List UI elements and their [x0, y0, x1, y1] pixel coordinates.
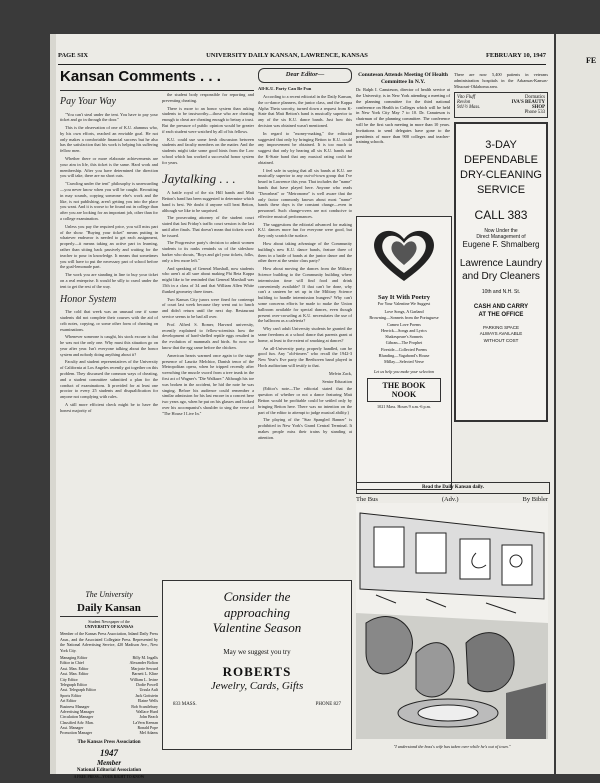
ad-phone: PHONE 827: [315, 701, 341, 707]
paragraph: Whether there or more elaborate achievements are your aim in life, this ticket is the same. Hard work and membership. After you have determined the direction you will take, there are no short cuts.: [60, 156, 158, 179]
cartoon-adv: (Adv.): [441, 496, 459, 503]
paragraph: Whenever someone is caught, his stock excuse is that he was not the only one. Why must this situation go on year after year. Isn't everyone talking about the honor system and nobody doing anything about it?: [60, 334, 158, 357]
kpa-member: Member: [96, 758, 122, 767]
dc-line-1: 3-DAY: [485, 139, 517, 152]
cartoon-header: [356, 496, 548, 503]
poetry-heading: Say It With Poetry: [378, 294, 430, 301]
paragraph: There is more to an honor system than asking students to be trustworthy—those who are cheating enough to cheat are cheating enough to betray a trust. But the pressure of public opinion would be greater if each student were watched by all of his fellows.: [162, 105, 254, 134]
the-university-label: The University: [85, 590, 133, 599]
staff-person: Barnett L. Kline: [131, 671, 158, 677]
the-bus-cartoon: [356, 496, 548, 752]
poetry-item: Love Songs, A Garland: [384, 309, 424, 314]
poetry-item: Fireside—Collected Poems: [381, 346, 427, 352]
poetry-item: Browning—Sonnets from the Portuguese: [369, 315, 439, 321]
dc-line-4: SERVICE: [476, 183, 526, 196]
dear-editor-heading: Dear Editor—: [258, 68, 352, 83]
issue-date: FEBRUARY 10, 1947: [485, 52, 546, 59]
paragraph: A still more efficient check might be to have the honest majority of: [60, 402, 158, 413]
poetry-item: Herrick—Songs and Lyrics: [381, 327, 427, 333]
poetry-sub: For Your Valentine We Suggest: [377, 301, 431, 306]
ad-line-2: approaching: [224, 604, 290, 620]
paragraph: The suggestions the editorial advanced for making K.U. dances more fun for everyone were good, but they only scratch the surface.: [258, 221, 352, 239]
staff-role: Promotion Manager: [60, 730, 93, 736]
staff-person: Wallace Hurd: [136, 708, 158, 714]
poetry-list: [357, 309, 451, 366]
nea-label: National Editorial Association: [76, 768, 142, 774]
dc-park-3: WITHOUT COST: [483, 337, 519, 343]
staff-person: Marjorie Seward: [131, 665, 158, 671]
paragraph: The playing of the "Star Spangled Banner" is prohibited in New York's Grand Central Terminal. It makes people miss their trains by standing at attention.: [258, 417, 352, 440]
paragraph: Prof. Alfred S. Romer, Harvard university, recently explained to fellow-scientists how the development of hard-shelled reptile eggs resulted in the evolution of mammals and birds. So now we know that the egg came before the chicken.: [162, 321, 254, 351]
daily-kansan-masthead-box: [60, 590, 158, 779]
dc-parking: [456, 325, 546, 344]
dc-company-1: Lawrence Laundry: [459, 257, 543, 269]
staff-person: Ronald Pope: [137, 725, 158, 731]
vito-name: Vito Fluff: [457, 95, 476, 101]
read-daily-note: Read the Daily Kansan daily.: [356, 482, 550, 494]
next-page-edge: [556, 34, 600, 774]
cartoon-caption: "I understand the boss's wife has taken over while he's out of town.": [393, 744, 511, 749]
vito-address: 941½ Mass.: [457, 105, 481, 111]
heading-honor-system: Honor System: [60, 293, 117, 305]
staff-role: Asst. Telegraph Editor: [60, 687, 96, 693]
book-nook-ad: [356, 216, 452, 490]
vito-left: [457, 95, 501, 115]
paragraph: "You can't steal under the tent. You have to pay your ticket and go in through the door.": [60, 111, 158, 123]
vito-brand: Revlon: [457, 100, 471, 106]
dc-cash-1: CASH AND CARRY: [473, 303, 529, 310]
ad-footer: [163, 702, 351, 707]
cartoon-artist: By Bibler: [522, 496, 548, 503]
health-meeting-story: [356, 72, 450, 145]
valentine-heart-icon: [357, 225, 451, 290]
binding-edge: [50, 34, 56, 774]
poetry-item: Cameo Love Poems: [387, 321, 421, 327]
paragraph: Unless you pay the required price, you will miss part of the show. "Buying your ticket" means putting in whatever endeavor is needed to get each assignment, properly—it means taking an active part in learning, rather than sitting back passively and waiting for the teacher to pour in knowledge. It means that sometimes you will have to put the necessary part of school before the goal-lemonade part.: [60, 223, 158, 270]
dc-cash: [456, 303, 546, 319]
poetry-item: Blunding—Vagabond's House: [378, 353, 430, 359]
paragraph: American hearts warmed once again to the stage presence of Lauritz Melchior, Danish tenor of the Metropolitan opera, when he tripped recently after wrenching the muscle sword from a tree trunk in the first act of Wagner's "Die Walkure." Although his toe was broken in the accident, he hid the note he was singing. Before his audience could remember a similar admission for his last encore in a concert here two years ago, when he put on his glasses and looked over his accompanist's shoulder to sing the verse of "The House I Live In.": [162, 352, 254, 416]
paragraph: Faculty and student representatives of the University of California at Los Angeles recently got together on this problem. They discussed the common ways of cheating, and a student committee submitted a plan for the conduct of examinations. It provided for at least one proctor to every 25 students and disqualification for anyone not complying with rules.: [60, 359, 158, 400]
press-association-badge: [60, 740, 158, 780]
heading-pay-your-way: Pay Your Way: [60, 96, 116, 107]
staff-role: Circulation Manager: [60, 714, 94, 720]
staff-person: Billy M. Ingalls: [132, 654, 158, 660]
letter-signature-title: Senior Education: [322, 378, 352, 384]
staff-role: Sports Editor: [60, 692, 82, 698]
dc-company: [456, 257, 546, 283]
ad-address: 833 MASS.: [173, 701, 197, 707]
dc-call: CALL 383: [474, 207, 528, 222]
staff-person: William L. Irvine: [130, 676, 158, 682]
dc-manager: Eugene F. Shmalberg: [462, 239, 540, 249]
paragraph: The cold that week was an unusual one if some students did not complete their courses with the aid of crib notes, copying, or some other form of cheating on examinations.: [60, 309, 158, 332]
staff-role: Business Manager: [60, 703, 90, 709]
kpa-label: The Kansas Press Association: [77, 739, 141, 745]
paragraph: the student body responsible for reporting and preventing cheating.: [162, 92, 254, 103]
dc-line-2: DEPENDABLE: [464, 154, 538, 167]
dc-park-2: ALWAYS AVAILABLE: [479, 331, 523, 337]
staff-person: Dodie Powell: [136, 681, 158, 687]
poetry-item: Shakespeare's Sonnets: [385, 334, 423, 340]
staff-person: Jack Gottstein: [135, 692, 158, 698]
book-nook-info: 1021 Mass. Hours 9 a.m.-6 p.m.: [377, 403, 431, 409]
paragraph: The work you are standing in line to buy your ticket on a real enterprise. It would be silly to crawl under the tent to get the rest of the way.: [60, 272, 158, 289]
ad-line-3: Valentine Season: [212, 620, 302, 636]
veterans-note: There are now 5,400 patients in veterans administration hospitals in the Arkansas-Kansas-Missouri-Oklahoma area.: [454, 72, 548, 89]
staff-person: Ursula Ault: [139, 687, 158, 693]
vito-shop-name: IVA'S BEAUTY SHOP: [511, 100, 545, 111]
free-press-slogan: A FREE PRESS—YOUR RIGHT TO KNOW: [73, 774, 145, 779]
dk-sub2: UNIVERSITY OF KANSAS: [84, 624, 134, 630]
story-body: Dr. Ralph I. Canuteson, director of health service at the University, is in New York attending a meeting of the planning committee for the third national conference on Health in Colleges which will be held in New York City May 7 to 10. Dr. Canuteson is chairman of the planning committee. The conference will be the first such meeting in more than 10 years. Invitations to send delegates have gone to the presidents of more than 900 colleges and teacher-training schools.: [356, 87, 450, 145]
staff-role: City Editor: [60, 676, 78, 682]
dc-address: 10th and N.H. St.: [481, 288, 521, 295]
newspaper-page: [50, 34, 554, 779]
poetry-item: Millay—Selected Verse: [384, 359, 424, 365]
poetry-help: Let us help you make your selection: [373, 368, 434, 374]
paragraph: How about moving the dances from the Military Science building to the Community building where intermission time will find food and drink conveniently available? If that can't be done, why can't a canteen be set up in the Military Science building to handle intermission hungers? Why can't some concerns efforts be made to make the Union ballroom available for special dances, even though present over-crowding at K.U. necessitates the use of the ballroom as a cafeteria?: [258, 266, 352, 324]
vito-fluff-ad: [454, 92, 548, 118]
staff-role: Asst. Manager: [60, 725, 84, 731]
dc-mgmt-2: Direct Management of: [476, 233, 526, 240]
ad-tagline: Jewelry, Cards, Gifts: [210, 679, 304, 692]
ad-headline: [163, 589, 351, 636]
staff-row: [60, 730, 158, 735]
editorial-masthead: Kansan Comments . . .: [60, 68, 254, 91]
paragraph: And speaking of General Marshall, now students who aren't at all sure about making Phi Beta Kappa might like to be reminded that General Marshall was 15th in a class of 34 and that William Allen White flunked geometry three times.: [162, 265, 254, 294]
dk-member-note: Member of the Kansas Press Association, Inland Daily Press Assn., and the Associated Collegiate Press. Represented by the National Advertising Service, 420 Madison Ave., New York City.: [60, 631, 158, 653]
staff-person: Elaine Wells: [137, 698, 158, 704]
paragraph: I feel safe in saying that all six bands at K.U. are musically superior to any out-of-town group that I've heard in Lawrence this year. That includes the "name" bands that have played here. Anyone who reads "Downbeat" or "Metronome" is well aware that the only factor commonly known about most "name" bands these days is the constant change—even in personnel. Such change-overs are not conducive to effective musical performances.: [258, 167, 352, 219]
ad-store-name: ROBERTS: [222, 663, 292, 679]
heading-jaytalking: Jaytalking . . .: [162, 170, 236, 186]
cartoon-illustration: [356, 503, 548, 744]
roberts-jewelry-ad: [162, 580, 352, 750]
letters-column: [258, 68, 352, 578]
letter-subhead: All-K.U. Party Can Be Fun: [258, 85, 312, 91]
page-number: PAGE SIX: [58, 52, 89, 59]
paragraph: The Progressive party's decision to admit women students to its ranks reminds us of the sideshow barker who shouts, "Boys and girl your tickets, folks, only a few more left.": [162, 240, 254, 263]
cartoon-title: The Bus: [356, 496, 378, 503]
paragraph: In regard to "money-making," the editorial suggested that only by bringing Betton to K.U. could any improvement be obtained. It is too much to suggest that only by hearing all six K.U. bands and the K-State band that any musical rating could be obtained.: [258, 130, 352, 165]
staff-role: Asst. Man. Editor: [60, 671, 89, 677]
paragraph: K.U. could use some fresh discussion between students and faculty members on the matter. And the students might take some good hints from the Low school which has worked a successful honor system for years.: [162, 136, 254, 165]
staff-person: Mel Adams: [139, 730, 158, 736]
paragraph: Two Kansas City jurors were fined for contempt of court last week because they went out to lunch and didn't return until the next day. Restaurant service seems to be bad all over.: [162, 296, 254, 320]
staff-role: Editor in Chief: [60, 660, 84, 666]
editorial-column-1: [60, 92, 158, 612]
dc-park-1: PARKING SPACE: [482, 324, 520, 330]
editorial-column-2: [162, 92, 254, 578]
staff-person: LaVern Keenan: [133, 719, 158, 725]
dc-line-3: DRY-CLEANING: [460, 169, 542, 182]
paragraph: (Editor's note—The editorial stated that the question of whether or not a dance featuring Matt Betton would be profitable could be settled only by bringing Betton here. There was no intention on the part of the editor to attempt to judge musical ability.): [258, 386, 352, 415]
paper-name: UNIVERSITY DAILY KANSAN, LAWRENCE, KANSAS: [206, 52, 368, 59]
paragraph: "Crawling under the tent" philosophy is unrewarding—you never know when you will be caught. Recruiting in may sounds, copying someone else's work and the like, is not publishing, aren't getting you into the place you want. And it is worse to be found out in college than after you are looking for an important job, other than for a college examination.: [60, 181, 158, 222]
letter-signature: Melvin Zack,: [328, 370, 352, 376]
daily-kansan-title: Daily Kansan: [60, 601, 158, 617]
paragraph: This is the observation of one of K.U. alumnus who, by his own efforts, reached an enviable goal. He not only makes a comfortable financial success but he also has the satisfaction that his work is helping his suffering fellow men.: [60, 125, 158, 154]
poetry-item: Gibran—The Prophet: [385, 340, 423, 346]
staff-role: Telegraph Editor: [60, 681, 87, 687]
book-nook-name: THE BOOK NOOK: [367, 378, 441, 402]
dry-cleaning-ad: [454, 122, 548, 422]
ad-suggest: May we suggest you try: [223, 647, 291, 656]
paragraph: Why can't adult University students be granted the same freedoms at a school dance that parents grant at home, at least to the extent of smoking at dances?: [258, 326, 352, 343]
page-header: [58, 52, 546, 65]
staff-role: Advertising Manager: [60, 708, 95, 714]
staff-person: John Beach: [139, 714, 158, 720]
dc-company-2: and Dry Cleaners: [462, 270, 540, 282]
staff-role: Classified Adv. Man.: [60, 719, 94, 725]
dk-sub1: Student Newspaper of the: [88, 618, 130, 624]
dry-cleaning-headline: [456, 138, 546, 197]
dc-mgmt-1: Now Under the: [484, 227, 518, 234]
vito-phone: Phone 533: [524, 110, 545, 116]
vito-right: [501, 95, 545, 115]
staff-role: Art Editor: [60, 698, 77, 704]
right-column: [454, 72, 548, 422]
paragraph: An all-University party, properly handled, can be good fun. Any "old-timers" who recall the 1942-3 New Year's Eve party the Beethoven band played in Hoch auditorium will testify to that.: [258, 345, 352, 369]
staff-role: Asst. Man. Editor: [60, 665, 89, 671]
staff-person: Alexander Bolton: [129, 660, 158, 666]
paragraph: A battle royal of the six Hill bands and Matt Betton's band has been suggested to determine which band is best. We doubt if anyone will beat Betton, although we like to be surprised.: [162, 190, 254, 213]
paragraph: The prosecuting attorney of the student court stated that last Friday's traffic court session is the last until after finals. That doesn't mean that tickets won't be issued.: [162, 215, 254, 238]
paragraph: According to a recent editorial in the Daily Kansan, the co-dance planners, the junior class, and the Kappa Alpha Theta sorority, turned down a request from K-State that Matt Betton's band is musically superior to any of the six K.U. dance bands. Just how this decision was obtained wasn't mentioned.: [258, 93, 352, 128]
ad-line-1: Consider the: [223, 589, 291, 604]
staff-list: [60, 655, 158, 736]
vito-shop: Dormatics: [525, 95, 545, 101]
staff-role: Managing Editor: [60, 654, 88, 660]
dc-cash-2: AT THE OFFICE: [478, 311, 524, 318]
story-headline: Conuteson Attends Meeting Of Health Committee In N.Y.: [358, 72, 448, 85]
edge-header: FE: [586, 56, 597, 65]
kpa-year: 1947: [100, 747, 118, 758]
paragraph: How about taking advantage of the Community building's new K.U. dance bands, feature three of them in a battle of bands at the junior dance and the other three at the senior class party?: [258, 241, 352, 264]
staff-person: Bob Scantlebury: [131, 703, 158, 709]
